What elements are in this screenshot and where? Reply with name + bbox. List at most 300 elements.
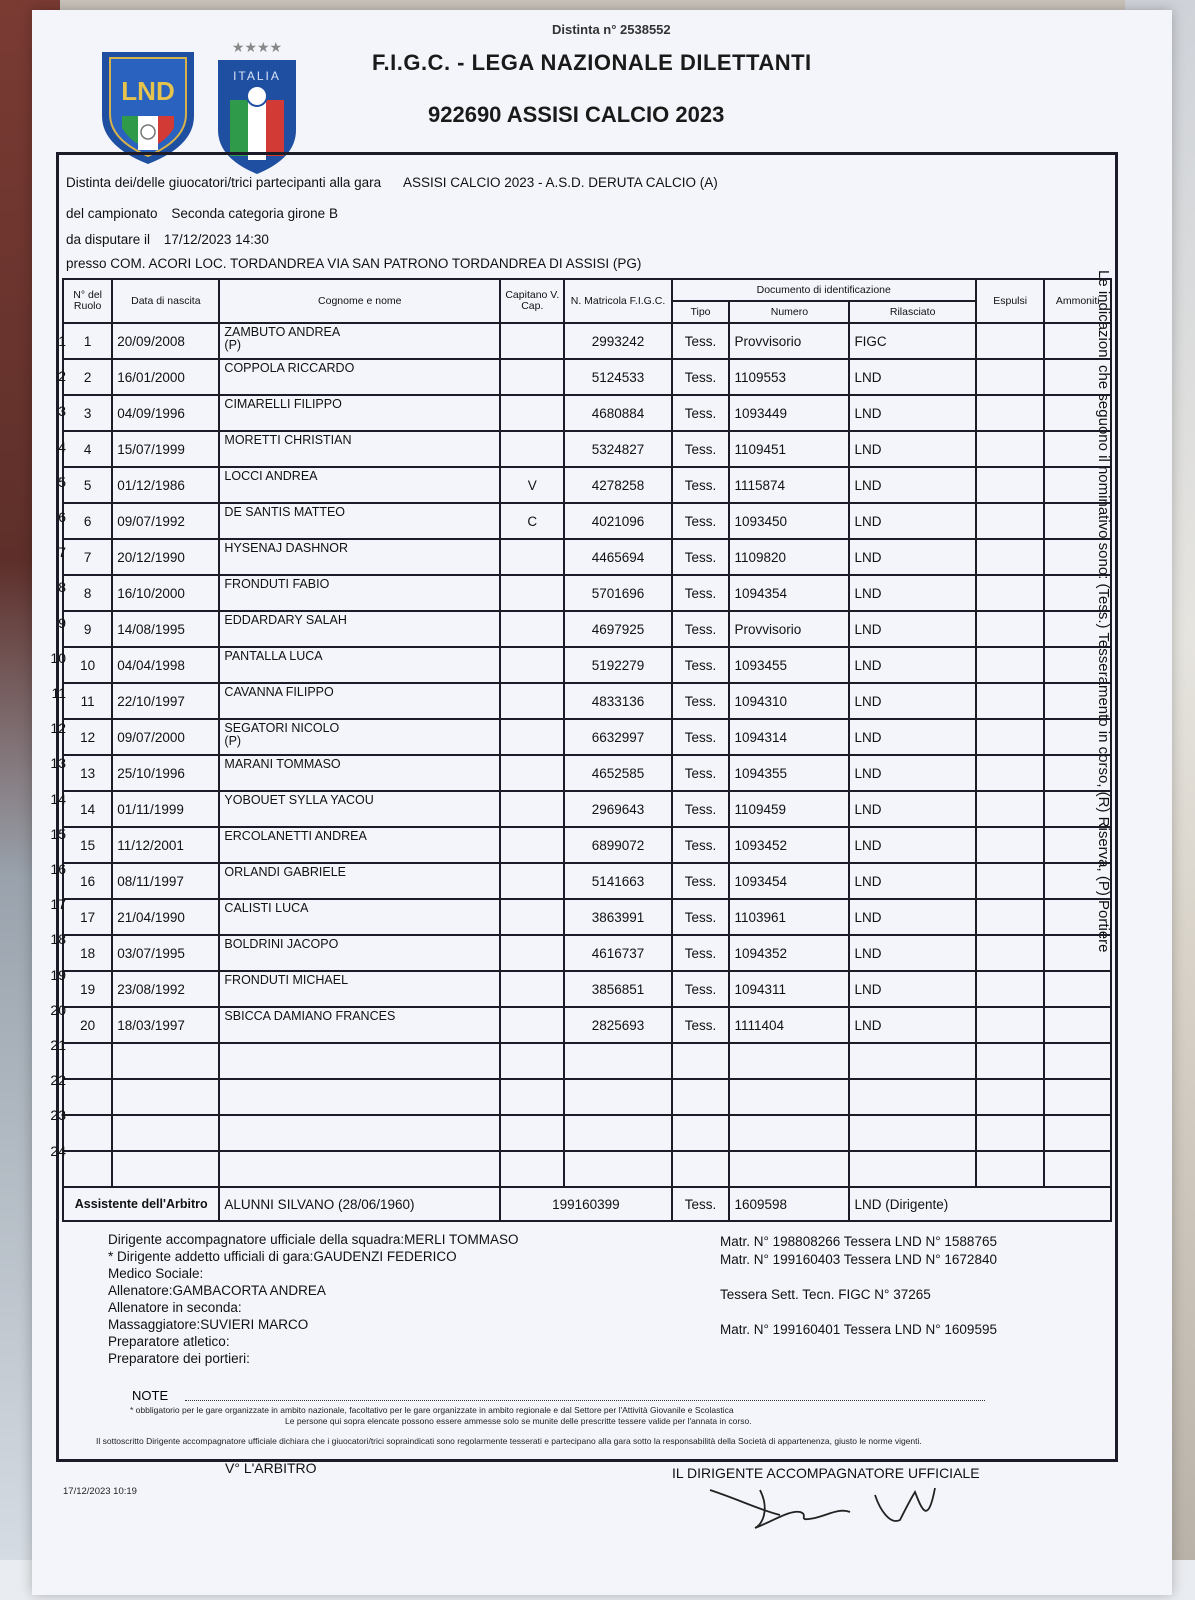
player-ruolo: 10 [63, 647, 112, 683]
player-doc-number: 1115874 [729, 467, 849, 503]
player-matricola: 4680884 [564, 395, 671, 431]
player-row [63, 935, 1111, 971]
player-row [63, 431, 1111, 467]
row-number: 9 [58, 614, 66, 631]
player-row [63, 791, 1111, 827]
player-matricola: 6632997 [564, 719, 671, 755]
col-ruolo: N° del Ruolo [63, 279, 112, 323]
player-row [63, 539, 1111, 575]
player-birthdate: 09/07/1992 [112, 503, 219, 539]
player-captain [500, 539, 564, 575]
player-name [219, 1115, 500, 1151]
row-number: 1 [58, 333, 66, 349]
player-matricola: 4616737 [564, 935, 671, 971]
player-matricola: 4652585 [564, 755, 671, 791]
player-name [219, 719, 500, 755]
assistant-row [63, 1187, 1111, 1221]
player-doc-issuer [849, 1043, 975, 1079]
player-doc-type: Tess. [672, 539, 730, 575]
player-birthdate [112, 1115, 219, 1151]
staff-preparatore-portieri: Preparatore dei portieri: [108, 1351, 250, 1366]
note-line [185, 1400, 985, 1401]
player-row [63, 1115, 1111, 1151]
player-birthdate: 20/12/1990 [112, 539, 219, 575]
player-row [63, 575, 1111, 611]
player-captain [500, 431, 564, 467]
player-name-text: CALISTI LUCA [224, 901, 309, 915]
player-warned [1044, 431, 1111, 467]
player-role-note: (P) [224, 734, 242, 748]
player-name [219, 863, 500, 899]
player-row [63, 719, 1111, 755]
player-expelled [976, 719, 1045, 755]
staff-medico: Medico Sociale: [108, 1266, 204, 1281]
player-matricola [564, 1115, 671, 1151]
player-doc-issuer: LND [849, 719, 975, 755]
player-name-text: CAVANNA FILIPPO [224, 685, 334, 699]
player-ruolo: 17 [63, 899, 112, 935]
player-name-text: DE SANTIS MATTEO [224, 505, 346, 519]
player-doc-number: 1109459 [729, 791, 849, 827]
player-doc-number: 1094310 [729, 683, 849, 719]
player-ruolo: 7 [63, 539, 112, 575]
player-warned [1044, 1115, 1111, 1151]
assistant-numero: 1609598 [729, 1187, 849, 1221]
player-birthdate: 04/09/1996 [112, 395, 219, 431]
player-expelled [976, 863, 1045, 899]
player-matricola: 4833136 [564, 683, 671, 719]
player-row [63, 1043, 1111, 1079]
player-captain [500, 899, 564, 935]
player-expelled [976, 539, 1045, 575]
player-warned [1044, 719, 1111, 755]
team-title: 922690 ASSISI CALCIO 2023 [428, 102, 725, 127]
dirigente-label: IL DIRIGENTE ACCOMPAGNATORE UFFICIALE [672, 1465, 980, 1481]
fine-print-1: * obbligatorio per le gare organizzate in ambito nazionale, facoltativo per le gare organizzate in ambito regionale e dal Settore per l'Attività Giovanile e Scolastica [130, 1405, 734, 1415]
arbitro-label: V° L'ARBITRO [225, 1460, 317, 1476]
player-role-note: (P) [224, 338, 242, 352]
row-number: 5 [58, 473, 66, 490]
player-name [219, 611, 500, 647]
row-number: 17 [50, 896, 66, 913]
player-birthdate: 23/08/1992 [112, 971, 219, 1007]
player-doc-number: 1094314 [729, 719, 849, 755]
fine-print-2: Le persone qui sopra elencate possono essere ammesse solo se munite delle prescritte tessere valide per l'annata in corso. [285, 1416, 752, 1426]
player-doc-issuer [849, 1115, 975, 1151]
staff-matr-1: Matr. N° 198808266 Tessera LND N° 1588765 [720, 1234, 997, 1249]
championship-label: del campionato [66, 206, 158, 221]
player-expelled [976, 395, 1045, 431]
player-warned [1044, 935, 1111, 971]
player-name-text: PANTALLA LUCA [224, 649, 323, 663]
date-label: da disputare il [66, 232, 151, 247]
player-ruolo: 11 [63, 683, 112, 719]
player-warned [1044, 323, 1111, 359]
federation-title: F.I.G.C. - LEGA NAZIONALE DILETTANTI [372, 50, 812, 75]
player-birthdate: 03/07/1995 [112, 935, 219, 971]
player-doc-type [672, 1151, 730, 1187]
col-tipo: Tipo [672, 301, 730, 323]
player-matricola [564, 1079, 671, 1115]
player-warned [1044, 1007, 1111, 1043]
player-doc-type: Tess. [672, 683, 730, 719]
player-doc-issuer [849, 1151, 975, 1187]
row-number: 21 [50, 1037, 66, 1053]
player-doc-issuer: LND [849, 827, 975, 863]
player-doc-number: 1093450 [729, 503, 849, 539]
player-name-text: FRONDUTI MICHAEL [224, 973, 349, 987]
player-birthdate: 14/08/1995 [112, 611, 219, 647]
player-expelled [976, 791, 1045, 827]
player-expelled [976, 503, 1045, 539]
player-row [63, 827, 1111, 863]
player-doc-type: Tess. [672, 503, 730, 539]
player-name [219, 647, 500, 683]
player-birthdate: 21/04/1990 [112, 899, 219, 935]
player-row [63, 323, 1111, 359]
player-expelled [976, 827, 1045, 863]
player-name [219, 467, 500, 503]
player-expelled [976, 1007, 1045, 1043]
col-ammoniti: Ammoniti [1044, 279, 1111, 323]
player-name-text: ZAMBUTO ANDREA [224, 325, 341, 339]
player-doc-type: Tess. [672, 647, 730, 683]
participants-label: Distinta dei/delle giuocatori/trici partecipanti alla gara [66, 175, 382, 190]
player-ruolo: 9 [63, 611, 112, 647]
player-doc-type: Tess. [672, 755, 730, 791]
player-name-text: SEGATORI NICOLO [224, 721, 340, 735]
player-name [219, 431, 500, 467]
player-name [219, 971, 500, 1007]
player-matricola: 4697925 [564, 611, 671, 647]
player-doc-number: 1103961 [729, 899, 849, 935]
player-ruolo: 20 [63, 1007, 112, 1043]
player-name-text: MARANI TOMMASO [224, 757, 341, 771]
player-row [63, 467, 1111, 503]
italia-logo-text: ITALIA [233, 69, 281, 83]
row-number: 18 [50, 931, 66, 948]
player-name-text: ERCOLANETTI ANDREA [224, 829, 367, 843]
player-name-text: HYSENAJ DASHNOR [224, 541, 349, 555]
row-number: 12 [50, 720, 66, 737]
player-ruolo [63, 1079, 112, 1115]
player-doc-issuer: LND [849, 359, 975, 395]
player-doc-issuer: LND [849, 971, 975, 1007]
player-doc-number: 1093449 [729, 395, 849, 431]
row-number: 13 [50, 755, 66, 772]
player-captain [500, 683, 564, 719]
player-ruolo: 18 [63, 935, 112, 971]
player-expelled [976, 971, 1045, 1007]
player-doc-number: 1094352 [729, 935, 849, 971]
col-nascita: Data di nascita [112, 279, 219, 323]
player-warned [1044, 1079, 1111, 1115]
player-matricola: 5124533 [564, 359, 671, 395]
player-name [219, 395, 500, 431]
player-doc-number: 1093455 [729, 647, 849, 683]
player-expelled [976, 1115, 1045, 1151]
player-doc-type: Tess. [672, 467, 730, 503]
player-captain: C [500, 503, 564, 539]
player-captain [500, 1115, 564, 1151]
venue-line: presso COM. ACORI LOC. TORDANDREA VIA SAN PATRONO TORDANDREA DI ASSISI (PG) [66, 256, 642, 271]
player-name-text: LOCCI ANDREA [224, 469, 318, 483]
col-nome: Cognome e nome [219, 279, 500, 323]
player-doc-type: Tess. [672, 863, 730, 899]
player-name [219, 359, 500, 395]
player-ruolo: 5 [63, 467, 112, 503]
player-warned [1044, 791, 1111, 827]
player-doc-issuer: LND [849, 539, 975, 575]
player-doc-issuer: LND [849, 647, 975, 683]
championship-value: Seconda categoria girone B [171, 206, 338, 221]
player-captain [500, 395, 564, 431]
row-number: 24 [50, 1142, 66, 1159]
assistant-name: ALUNNI SILVANO (28/06/1960) [219, 1187, 500, 1221]
player-doc-type: Tess. [672, 395, 730, 431]
assistant-label: Assistente dell'Arbitro [63, 1187, 219, 1221]
row-number: 8 [58, 579, 66, 596]
player-warned [1044, 539, 1111, 575]
player-captain [500, 827, 564, 863]
col-capitano: Capitano V. Cap. [500, 279, 564, 323]
player-doc-type [672, 1043, 730, 1079]
player-doc-type: Tess. [672, 827, 730, 863]
player-warned [1044, 395, 1111, 431]
player-ruolo: 16 [63, 863, 112, 899]
player-birthdate: 09/07/2000 [112, 719, 219, 755]
player-birthdate [112, 1079, 219, 1115]
date-value: 17/12/2023 14:30 [163, 232, 269, 247]
row-number: 4 [58, 438, 66, 455]
player-ruolo: 6 [63, 503, 112, 539]
player-name-text: BOLDRINI JACOPO [224, 937, 339, 951]
row-number: 15 [50, 825, 66, 842]
player-warned [1044, 827, 1111, 863]
player-birthdate: 16/01/2000 [112, 359, 219, 395]
print-timestamp: 17/12/2023 10:19 [63, 1486, 137, 1497]
player-expelled [976, 1151, 1045, 1187]
side-note: Le indicazioni che seguono il nominativo sono: (Tess.) Tesseramento in corso, (R) Riserva, (P) Portiere [1095, 270, 1112, 953]
player-row [63, 1079, 1111, 1115]
player-doc-issuer: LND [849, 1007, 975, 1043]
player-doc-type [672, 1079, 730, 1115]
player-doc-issuer: LND [849, 863, 975, 899]
row-number: 20 [50, 1001, 66, 1018]
player-name-text: YOBOUET SYLLA YACOU [224, 793, 374, 807]
staff-allenatore: Allenatore:GAMBACORTA ANDREA [108, 1283, 326, 1298]
player-expelled [976, 647, 1045, 683]
player-ruolo [63, 1115, 112, 1151]
player-expelled [976, 899, 1045, 935]
player-birthdate: 16/10/2000 [112, 575, 219, 611]
player-warned [1044, 683, 1111, 719]
player-row [63, 971, 1111, 1007]
assistant-tipo: Tess. [672, 1187, 730, 1221]
player-birthdate [112, 1043, 219, 1079]
player-warned [1044, 1043, 1111, 1079]
player-matricola: 4278258 [564, 467, 671, 503]
player-row [63, 395, 1111, 431]
player-doc-type: Tess. [672, 899, 730, 935]
player-doc-issuer [849, 1079, 975, 1115]
player-name [219, 935, 500, 971]
player-birthdate: 22/10/1997 [112, 683, 219, 719]
player-expelled [976, 359, 1045, 395]
player-doc-number: 1093452 [729, 827, 849, 863]
player-captain [500, 755, 564, 791]
player-matricola: 4465694 [564, 539, 671, 575]
row-number: 23 [50, 1107, 66, 1124]
player-doc-issuer: LND [849, 611, 975, 647]
player-ruolo: 1 [63, 323, 112, 359]
player-warned [1044, 503, 1111, 539]
player-name [219, 503, 500, 539]
player-doc-type: Tess. [672, 323, 730, 359]
player-ruolo: 15 [63, 827, 112, 863]
player-row [63, 1007, 1111, 1043]
player-row [63, 359, 1111, 395]
player-warned [1044, 899, 1111, 935]
player-name [219, 323, 500, 359]
player-birthdate: 18/03/1997 [112, 1007, 219, 1043]
player-doc-issuer: LND [849, 431, 975, 467]
player-doc-type: Tess. [672, 575, 730, 611]
player-doc-type [672, 1115, 730, 1151]
player-expelled [976, 611, 1045, 647]
player-doc-number [729, 1151, 849, 1187]
player-matricola: 4021096 [564, 503, 671, 539]
player-row [63, 611, 1111, 647]
player-name-text: ORLANDI GABRIELE [224, 865, 346, 879]
player-birthdate: 15/07/1999 [112, 431, 219, 467]
staff-dirigente-arbitri: * Dirigente addetto ufficiali di gara:GAUDENZI FEDERICO [108, 1249, 457, 1264]
player-captain [500, 863, 564, 899]
player-doc-number: Provvisorio [729, 611, 849, 647]
player-doc-issuer: LND [849, 755, 975, 791]
lnd-logo-text: LND [121, 76, 175, 106]
player-ruolo [63, 1151, 112, 1187]
player-captain [500, 719, 564, 755]
player-birthdate: 04/04/1998 [112, 647, 219, 683]
player-doc-issuer: LND [849, 575, 975, 611]
player-matricola [564, 1151, 671, 1187]
staff-tessera-tecnica: Tessera Sett. Tecn. FIGC N° 37265 [720, 1287, 931, 1302]
players-table [62, 278, 1112, 1222]
player-birthdate: 01/11/1999 [112, 791, 219, 827]
player-warned [1044, 971, 1111, 1007]
player-expelled [976, 323, 1045, 359]
player-name [219, 755, 500, 791]
star-icons: ★★★★ [231, 40, 283, 55]
player-warned [1044, 359, 1111, 395]
staff-allenatore-seconda: Allenatore in seconda: [108, 1300, 242, 1315]
row-number: 22 [50, 1072, 66, 1089]
distinta-number: Distinta n° 2538552 [552, 22, 671, 37]
player-birthdate: 20/09/2008 [112, 323, 219, 359]
player-doc-issuer: FIGC [849, 323, 975, 359]
row-number: 7 [58, 544, 66, 561]
player-captain [500, 1151, 564, 1187]
player-doc-number [729, 1079, 849, 1115]
player-warned [1044, 1151, 1111, 1187]
row-number: 6 [58, 509, 66, 525]
signature [700, 1470, 960, 1540]
player-ruolo: 8 [63, 575, 112, 611]
row-number: 3 [58, 403, 66, 420]
col-matricola: N. Matricola F.I.G.C. [564, 279, 671, 323]
player-expelled [976, 683, 1045, 719]
player-doc-issuer: LND [849, 395, 975, 431]
player-name [219, 1043, 500, 1079]
player-doc-number: 1111404 [729, 1007, 849, 1043]
player-doc-number: 1109553 [729, 359, 849, 395]
player-name-text: CIMARELLI FILIPPO [224, 397, 342, 411]
player-warned [1044, 647, 1111, 683]
player-warned [1044, 467, 1111, 503]
player-doc-type: Tess. [672, 971, 730, 1007]
player-matricola: 3856851 [564, 971, 671, 1007]
player-doc-issuer: LND [849, 935, 975, 971]
player-matricola: 5701696 [564, 575, 671, 611]
player-doc-type: Tess. [672, 1007, 730, 1043]
player-matricola: 5141663 [564, 863, 671, 899]
player-captain [500, 575, 564, 611]
player-ruolo: 14 [63, 791, 112, 827]
player-birthdate: 08/11/1997 [112, 863, 219, 899]
player-ruolo: 4 [63, 431, 112, 467]
player-doc-issuer: LND [849, 683, 975, 719]
row-number: 19 [50, 966, 66, 983]
player-name [219, 575, 500, 611]
player-expelled [976, 431, 1045, 467]
player-row [63, 863, 1111, 899]
player-captain [500, 647, 564, 683]
player-matricola [564, 1043, 671, 1079]
row-number: 14 [50, 790, 66, 807]
player-captain [500, 1007, 564, 1043]
lnd-logo [98, 46, 198, 166]
player-birthdate: 11/12/2001 [112, 827, 219, 863]
player-doc-issuer: LND [849, 503, 975, 539]
player-doc-number: Provvisorio [729, 323, 849, 359]
player-ruolo: 13 [63, 755, 112, 791]
player-doc-type: Tess. [672, 791, 730, 827]
player-warned [1044, 863, 1111, 899]
player-name [219, 791, 500, 827]
player-doc-number: 1109820 [729, 539, 849, 575]
row-number: 11 [51, 685, 66, 701]
player-warned [1044, 611, 1111, 647]
staff-dirigente-ufficiale: Dirigente accompagnatore ufficiale della squadra:MERLI TOMMASO [108, 1232, 519, 1247]
player-row [63, 503, 1111, 539]
player-captain [500, 1079, 564, 1115]
staff-matr-3: Matr. N° 199160401 Tessera LND N° 1609595 [720, 1322, 997, 1337]
player-warned [1044, 755, 1111, 791]
player-matricola: 3863991 [564, 899, 671, 935]
col-espulsi: Espulsi [976, 279, 1045, 323]
player-name [219, 1151, 500, 1187]
player-doc-type: Tess. [672, 719, 730, 755]
player-captain [500, 1043, 564, 1079]
note-label: NOTE [132, 1388, 169, 1403]
player-doc-number: 1093454 [729, 863, 849, 899]
declaration: Il sottoscritto Dirigente accompagnatore ufficiale dichiara che i giuocatori/trici sopraindicati sono regolarmente tesserati e partecipano alla gara sotto la responsabilità della Società di appartenenza, giusto le norme vigenti. [96, 1436, 922, 1446]
player-doc-issuer: LND [849, 791, 975, 827]
player-matricola: 6899072 [564, 827, 671, 863]
player-name [219, 1007, 500, 1043]
player-matricola: 2825693 [564, 1007, 671, 1043]
